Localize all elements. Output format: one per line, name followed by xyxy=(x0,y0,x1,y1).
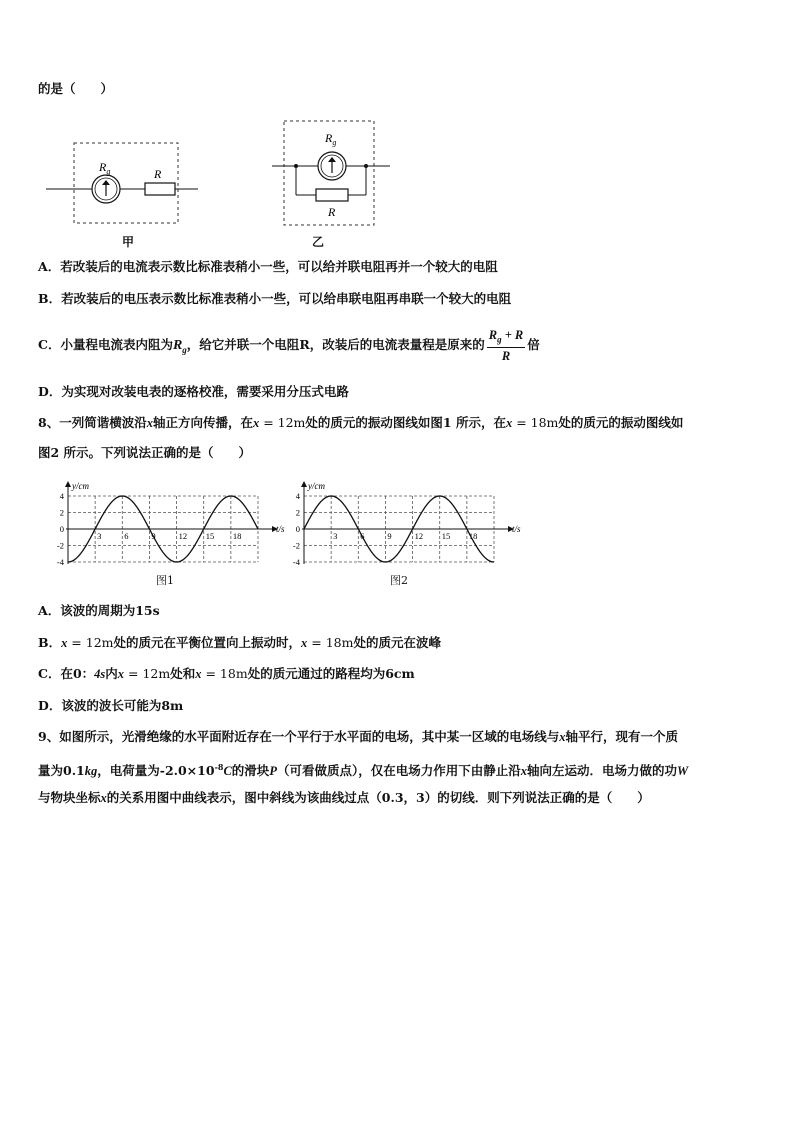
circuit-jia-rg: R xyxy=(99,160,107,174)
y-tick-label: 4 xyxy=(295,491,300,501)
y-tick-label: 2 xyxy=(295,507,300,518)
y-tick-label: -4 xyxy=(56,557,64,567)
wave-chart-fig2 xyxy=(282,478,522,570)
circuit-yi-caption: 乙 xyxy=(312,235,325,249)
t-axis-label: t/s xyxy=(512,524,521,534)
t-tick-label: 15 xyxy=(441,531,451,541)
circuit-jia-diagram xyxy=(40,135,205,230)
y-axis-arrow-icon xyxy=(65,481,71,487)
y-axis-arrow-icon xyxy=(301,481,307,487)
q7-option-c: C．小量程电流表内阻为$R_g$，给它并联一个电阻R，改装后的电流表量程是原来的 $\frac{R_g + R}{R}$ 倍 xyxy=(38,327,540,364)
y-axis-label: y/cm xyxy=(308,481,325,491)
fig1-caption: 图1 xyxy=(156,574,174,587)
svg-text:Rg: $R_g$ xyxy=(99,160,111,176)
t-tick-label: 9 xyxy=(387,531,392,541)
t-tick-label: 9 xyxy=(151,531,156,541)
y-tick-label: 0 xyxy=(59,524,64,534)
y-tick-label: 0 xyxy=(295,524,300,534)
y-tick-label: -2 xyxy=(56,540,64,551)
circuit-yi-diagram xyxy=(272,118,397,230)
q7-stem-tail: 的是（ ） xyxy=(38,81,114,96)
q7-option-b: B．若改装后的电压表示数比标准表稍小一些，可以给串联电阻再串联一个较大的电阻 xyxy=(38,291,512,306)
t-tick-label: 12 xyxy=(414,531,424,541)
resistor-icon xyxy=(316,189,348,201)
t-tick-label: 18 xyxy=(232,531,242,541)
y-tick-label: -4 xyxy=(292,557,300,567)
resistor-icon xyxy=(145,183,175,195)
wave-chart-fig1 xyxy=(46,478,286,570)
y-tick-label: -2 xyxy=(292,540,300,551)
y-tick-label: 2 xyxy=(59,507,64,518)
t-tick-label: 3 xyxy=(333,531,338,541)
q8-stem-line2: 图2 所示。下列说法正确的是（ ） xyxy=(38,445,252,460)
y-tick-label: 4 xyxy=(59,491,64,501)
t-axis-label: t/s xyxy=(276,524,285,534)
t-tick-label: 15 xyxy=(205,531,215,541)
circuit-jia-caption: 甲 xyxy=(122,235,135,249)
t-tick-label: 12 xyxy=(178,531,188,541)
q9-stem-line3: 与物块坐标x的关系用图中曲线表示，图中斜线为该曲线过点（0.3，3）的切线．则下列说法正确的是（ ） xyxy=(38,790,650,805)
q7-option-a: A．若改装后的电流表示数比标准表稍小一些，可以给并联电阻再并一个较大的电阻 xyxy=(38,259,498,274)
t-tick-label: 3 xyxy=(97,531,102,541)
circuit-yi-rg: R xyxy=(325,131,333,145)
circuit-yi-r: R xyxy=(328,205,336,219)
q8-option-a: A．该波的周期为15s xyxy=(38,603,160,618)
q9-stem-line1: 9、如图所示，光滑绝缘的水平面附近存在一个平行于水平面的电场，其中某一区域的电场线与x轴平行，现有一个质 xyxy=(38,729,678,744)
circuit-jia-r: R xyxy=(154,167,162,181)
q7-option-d: D．为实现对改装电表的逐格校准，需要采用分压式电路 xyxy=(38,384,349,399)
q8-option-d: D．该波的波长可能为8m xyxy=(38,698,184,713)
svg-text:Rg: $R_g$ xyxy=(325,131,337,147)
q8-option-b: B．x = 12m处的质元在平衡位置向上振动时，x = 18m处的质元在波峰 xyxy=(38,635,441,650)
y-axis-label: y/cm xyxy=(72,481,89,491)
t-tick-label: 6 xyxy=(360,531,365,541)
t-tick-label: 18 xyxy=(468,531,478,541)
q9-stem-line2: 量为0.1kg，电荷量为$-2.0\times 10^{-8}C$的滑块P（可看做质点），仅在电场力作用下由静止沿x轴向左运动．电场力做的功W xyxy=(38,762,689,779)
fig2-caption: 图2 xyxy=(390,574,408,587)
range-multiplier-fraction: $\frac{R_g + R}{R}$ xyxy=(488,327,524,364)
q8-option-c: C．在0：4s内x = 12m处和x = 18m处的质元通过的路程均为6cm xyxy=(38,666,415,681)
t-tick-label: 6 xyxy=(124,531,129,541)
q8-stem-line1: 8、一列简谐横波沿x轴正方向传播，在x = 12m处的质元的振动图线如图1 所示，在x = 18m处的质元的振动图线如 xyxy=(38,415,684,430)
